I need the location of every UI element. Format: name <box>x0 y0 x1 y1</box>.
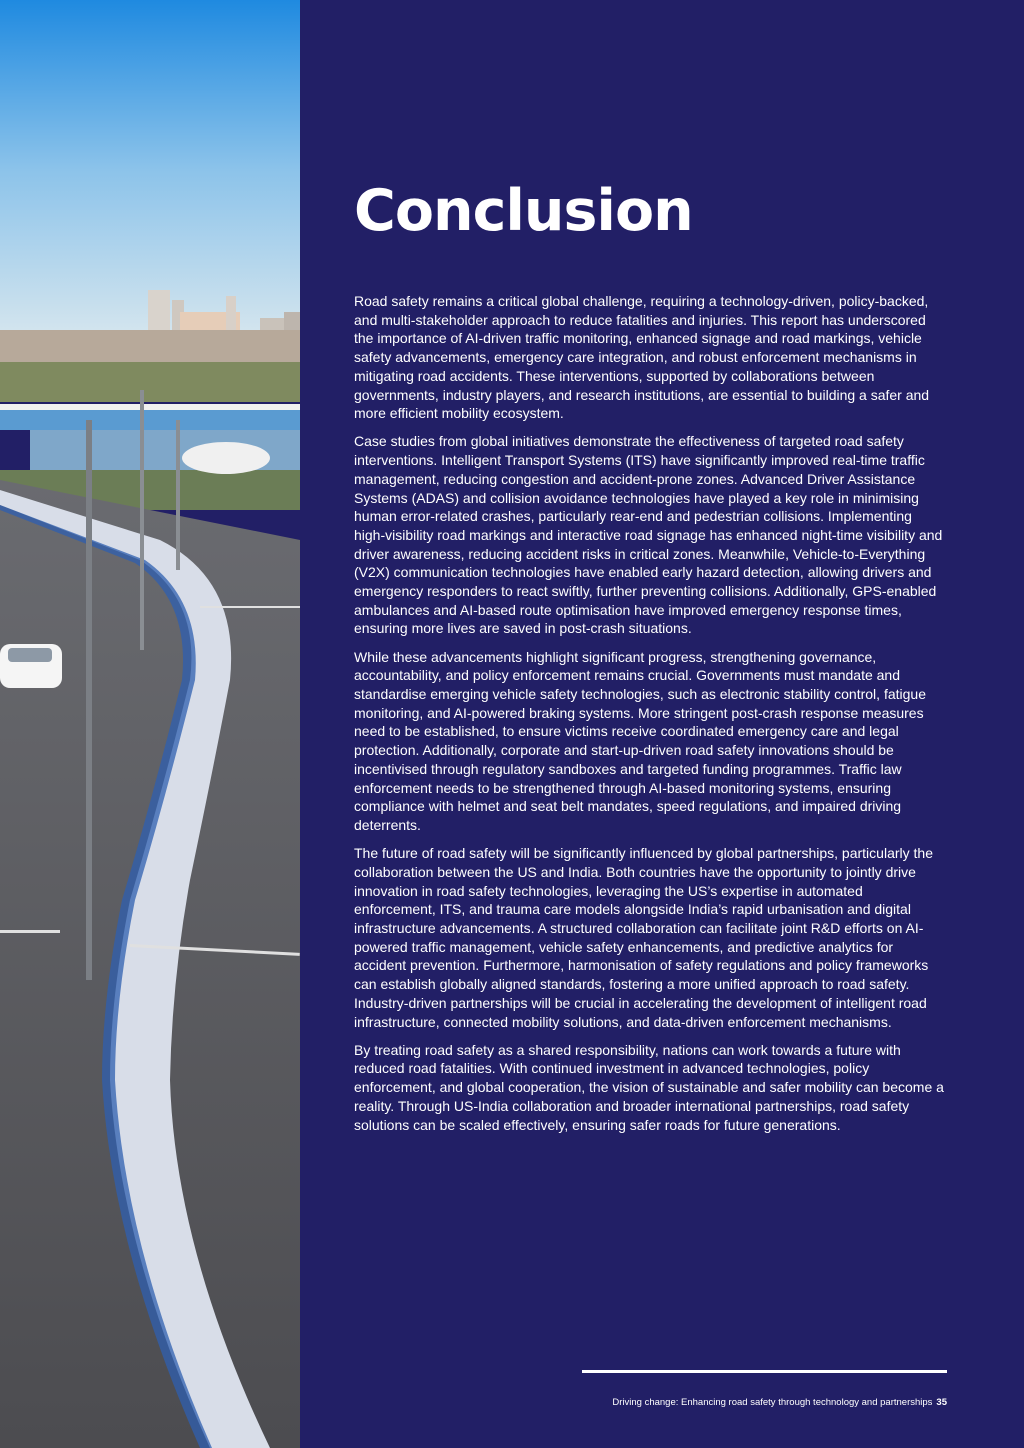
body-text <box>354 292 946 1144</box>
paragraph: The future of road safety will be significantly influenced by global partnerships, particularly the collaboration between the US and India. Both countries have the opportunity to jointly drive innovation in road safety technologies, leveraging the US’s expertise in automated enforcement, ITS, and trauma care models alongside India’s rapid urbanisation and digital infrastructure advancements. A structured collaboration can facilitate joint R&D efforts on AI-powered traffic management, vehicle safety enhancements, and predictive analytics for accident prevention. Furthermore, harmonisation of safety regulations and policy frameworks can establish globally aligned standards, fostering a more unified approach to road safety. Industry-driven partnerships will be crucial in accelerating the development of intelligent road infrastructure, connected mobility solutions, and data-driven enforcement mechanisms. <box>354 845 933 1030</box>
paragraph: Road safety remains a critical global challenge, requiring a technology-driven, policy-backed, and multi-stakeholder approach to reduce fatalities and injuries. This report has underscored the importance of AI-driven traffic monitoring, enhanced signage and road markings, vehicle safety advancements, emergency care integration, and robust enforcement mechanisms in mitigating road accidents. These interventions, supported by collaborations between governments, industry players, and research institutions, are essential to building a safer and more efficient mobility ecosystem. <box>354 293 930 422</box>
paragraph: Case studies from global initiatives demonstrate the effectiveness of targeted road safety interventions. Intelligent Transport Systems (ITS) have significantly improved real-time traffic management, reducing congestion and accident-prone zones. Advanced Driver Assistance Systems (ADAS) and collision avoidance technologies have played a key role in minimising human error-related crashes, particularly rear-end and pedestrian collisions. Implementing high-visibility road markings and interactive road signage has enhanced night-time visibility and driver awareness, reducing accident risks in critical zones. Meanwhile, Vehicle-to-Everything (V2X) communication technologies have enabled early hazard detection, allowing drivers and emergency responders to react swiftly, further preventing collisions. Additionally, GPS-enabled ambulances and AI-based route optimisation have improved emergency response times, ensuring more lives are saved in post-crash situations. <box>354 433 943 637</box>
page-footer <box>612 1397 947 1408</box>
page-title: Conclusion <box>354 178 693 244</box>
paragraph: While these advancements highlight significant progress, strengthening governance, accountability, and policy enforcement remains crucial. Governments must mandate and standardise emerging vehicle safety technologies, such as electronic stability control, fatigue monitoring, and AI-powered braking systems. More stringent post-crash response measures need to be established, to ensure victims receive coordinated emergency care and legal protection. Additionally, corporate and start-up-driven road safety innovations should be incentivised through regulatory sandboxes and targeted funding programmes. Traffic law enforcement needs to be strengthened through AI-based monitoring systems, ensuring compliance with helmet and seat belt mandates, speed regulations, and impaired driving deterrents. <box>354 648 926 833</box>
footer-text: Driving change: Enhancing road safety through technology and partnerships <box>612 1397 933 1408</box>
content-panel <box>300 0 1024 1448</box>
footer-divider <box>582 1370 947 1373</box>
paragraph: By treating road safety as a shared responsibility, nations can work towards a future with reduced road fatalities. With continued investment in advanced technologies, policy enforcement, and global cooperation, the vision of sustainable and safer mobility can become a reality. Through US-India collaboration and broader international partnerships, road safety solutions can be scaled effectively, ensuring safer roads for future generations. <box>354 1041 944 1133</box>
flyover-photo <box>0 0 300 1448</box>
page-number: 35 <box>936 1397 947 1408</box>
